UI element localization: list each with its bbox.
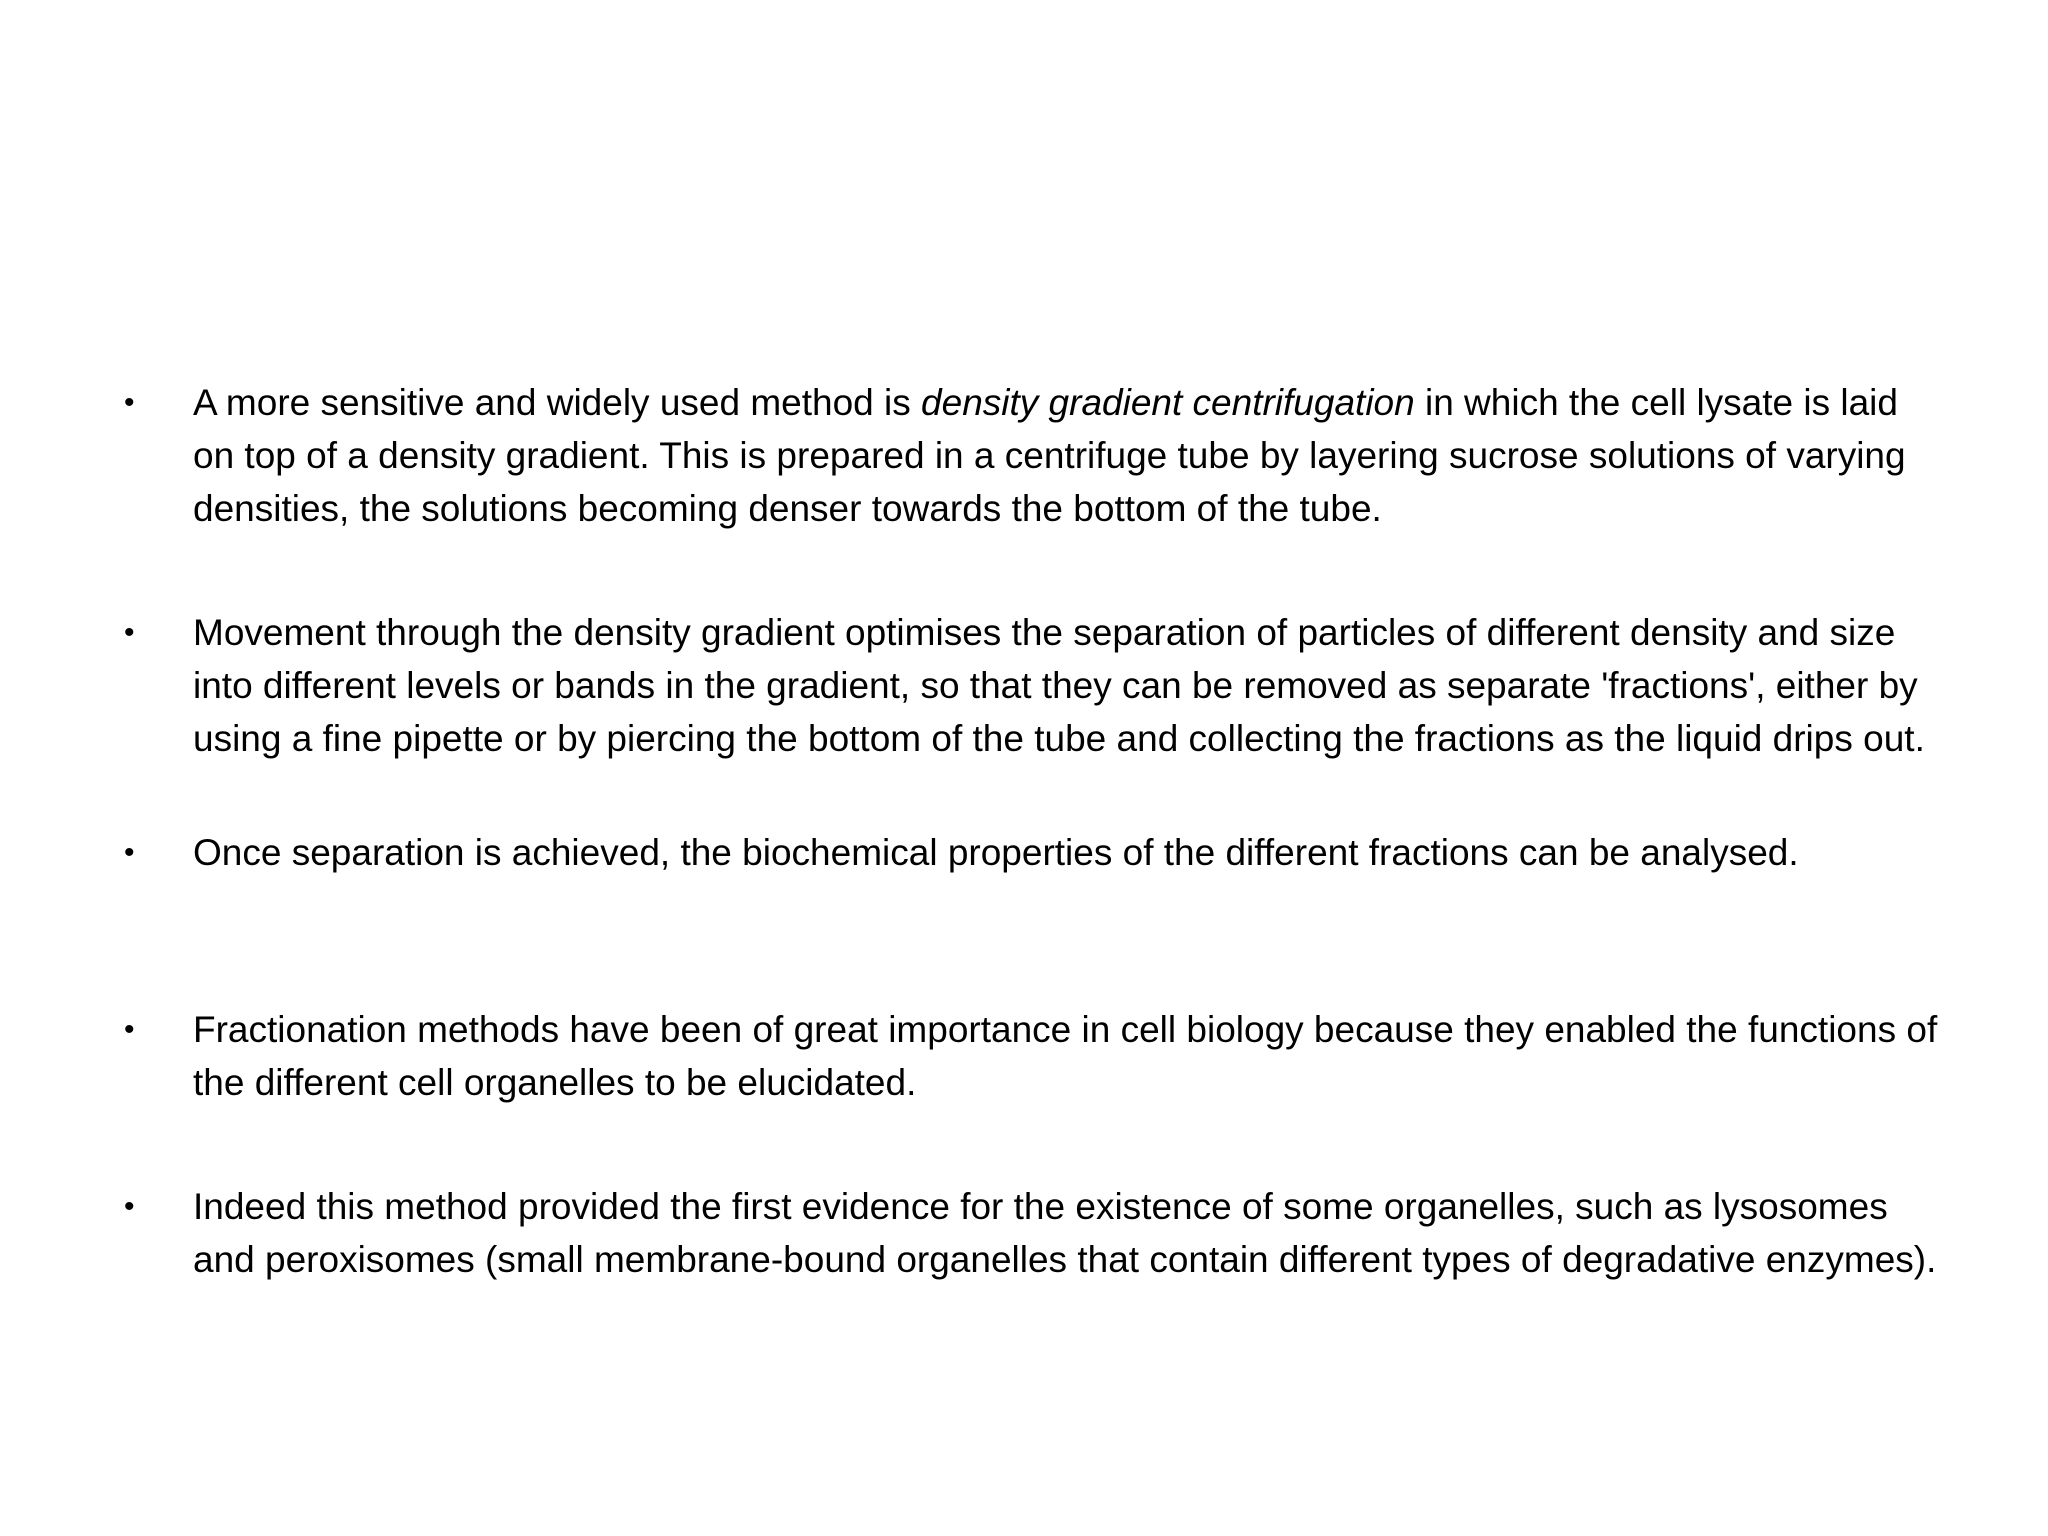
bullet-text-rest: in which the cell lysate is laid on top of a density gradient. This is prepared in a centrifuge tube by layering sucrose solutions of varying densities, the solutions becoming denser towards the bottom of the tube. bbox=[193, 382, 1906, 529]
bullet-marker: • bbox=[124, 836, 135, 869]
bullet-marker: • bbox=[124, 1190, 135, 1223]
bullet-marker: • bbox=[124, 386, 135, 419]
bullet-text bbox=[193, 376, 1943, 535]
bullet-marker: • bbox=[124, 616, 135, 649]
bullet-text-intro: A more sensitive and widely used method is bbox=[193, 382, 922, 423]
bullet-text-emphasis: density gradient centrifugation bbox=[921, 382, 1415, 423]
bullet-text: Movement through the density gradient optimises the separation of particles of different density and size into different levels or bands in the gradient, so that they can be removed as separate 'fractions', either by using a fine pipette or by piercing the bottom of the tube and collecting the fractions as the liquid drips out. bbox=[193, 612, 1925, 759]
bullet-text: Once separation is achieved, the biochemical properties of the different fractions can be analysed. bbox=[193, 832, 1799, 873]
bullet-text: Indeed this method provided the first evidence for the existence of some organelles, such as lysosomes and peroxisomes (small membrane-bound organelles that contain different types of degradative enzymes). bbox=[193, 1186, 1937, 1280]
bullet-marker: • bbox=[124, 1013, 135, 1046]
bullet-text: Fractionation methods have been of great importance in cell biology because they enabled the functions of the different cell organelles to be elucidated. bbox=[193, 1009, 1938, 1103]
